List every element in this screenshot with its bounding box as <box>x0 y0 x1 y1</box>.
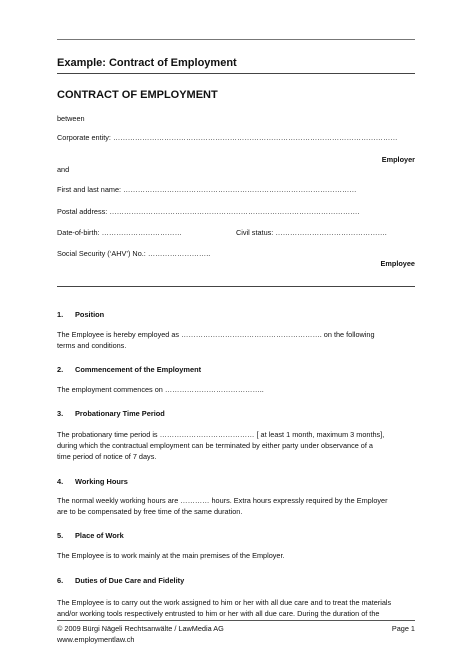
section-title-commencement: Commencement of the Employment <box>75 365 202 374</box>
section-title-position: Position <box>75 310 105 319</box>
section-number: 2. <box>57 365 64 374</box>
section-title-working-hours: Working Hours <box>75 477 128 486</box>
body-line: time period of notice of 7 days. <box>57 452 157 461</box>
top-divider <box>57 39 415 40</box>
employer-label: Employer <box>381 155 415 164</box>
civil-status-field: Civil status: ………………………………………. <box>236 228 387 237</box>
body-line: The probationary time period is ………………………………… [ at least 1 month, maximum 3 months], <box>57 430 385 439</box>
footer-website-link[interactable]: www.employmentlaw.ch <box>57 635 135 644</box>
body-line: are to be compensated by free time of the same duration. <box>57 507 243 516</box>
corporate-entity-field: Corporate entity: ……………………………………………………………………………………………………… <box>57 133 398 142</box>
section-body-place-of-work <box>57 550 417 561</box>
body-line: The normal weekly working hours are ………… hours. Extra hours expressly required by the Employer <box>57 496 388 505</box>
section-title-place-of-work: Place of Work <box>75 531 124 540</box>
employee-label: Employee <box>380 259 415 268</box>
section-number: 3. <box>57 409 64 418</box>
body-line: The Employee is hereby employed as …………………………………………………. on the following <box>57 330 375 339</box>
date-of-birth-field: Date-of-birth: …………………………… <box>57 228 182 237</box>
section-number: 6. <box>57 576 64 585</box>
body-line: The Employee is to work mainly at the main premises of the Employer. <box>57 551 285 560</box>
section-body-due-care <box>57 597 417 619</box>
section-body-working-hours <box>57 495 417 517</box>
footer-page-number: Page 1 <box>391 624 415 633</box>
footer-copyright: © 2009 Bürgi Nägeli Rechtsanwälte / LawMedia AG <box>57 624 224 633</box>
page-header-title: Example: Contract of Employment <box>57 57 237 69</box>
postal-address-field: Postal address: …………………………………………………………………………………………. <box>57 207 360 216</box>
body-line: The Employee is to carry out the work assigned to him or her with all due care and to treat the materials <box>57 598 392 607</box>
footer-divider <box>57 620 415 621</box>
body-line: terms and conditions. <box>57 341 127 350</box>
section-body-commencement <box>57 384 417 395</box>
body-line: The employment commences on ………………………………….. <box>57 385 264 394</box>
first-last-name-field: First and last name: …………………………………………………………………………………… <box>57 185 357 194</box>
parties-divider <box>57 286 415 287</box>
body-line: and/or working tools respectively entrusted to him or her with all due care. During the duration of the <box>57 609 380 618</box>
body-line: during which the contractual employment can be terminated by either party under observance of a <box>57 441 373 450</box>
header-underline <box>57 73 415 74</box>
and-text: and <box>57 165 70 174</box>
document-heading: CONTRACT OF EMPLOYMENT <box>57 89 218 101</box>
section-title-due-care: Duties of Due Care and Fidelity <box>75 576 185 585</box>
section-title-probation: Probationary Time Period <box>75 409 165 418</box>
section-number: 1. <box>57 310 64 319</box>
between-text: between <box>57 114 85 123</box>
social-security-field: Social Security (‘AHV’) No.: …………………….. <box>57 249 211 258</box>
section-number: 5. <box>57 531 64 540</box>
section-body-probation <box>57 429 417 462</box>
section-body-position <box>57 329 417 351</box>
section-number: 4. <box>57 477 64 486</box>
